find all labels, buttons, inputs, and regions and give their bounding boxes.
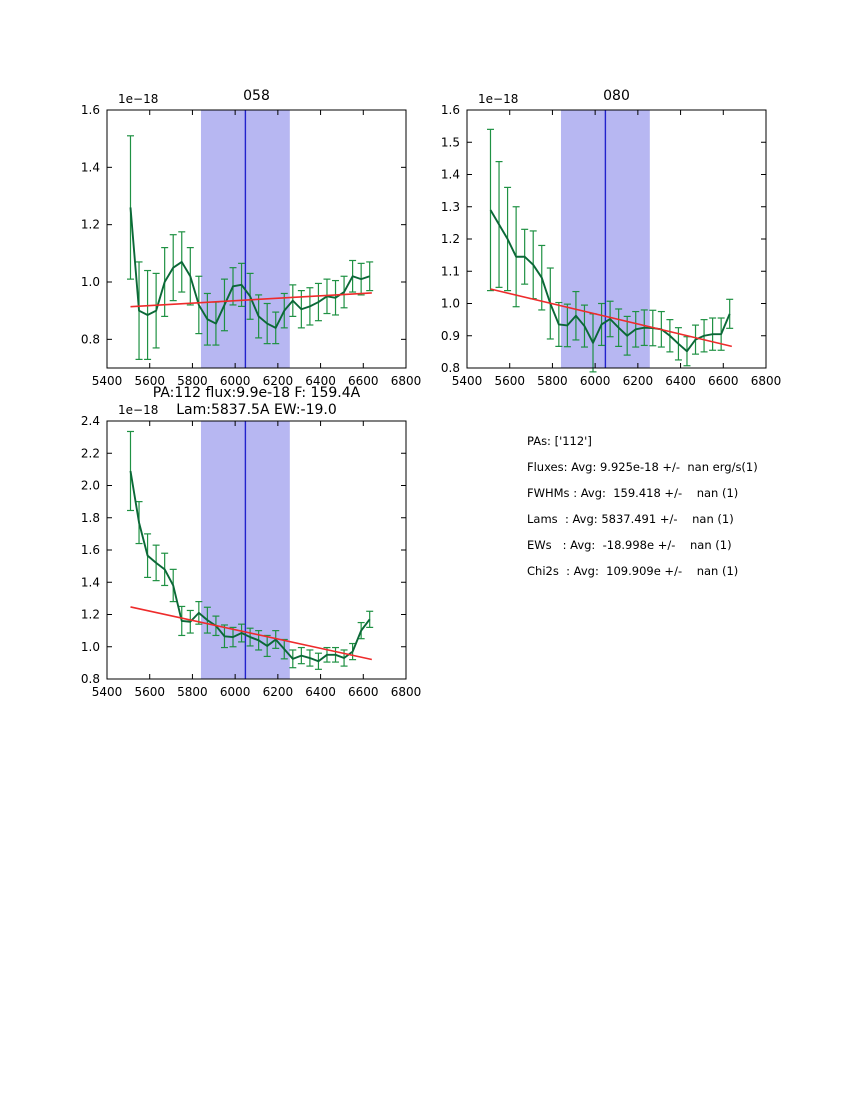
x-tick-label: 6400 bbox=[665, 374, 696, 388]
y-tick-label: 1.6 bbox=[80, 543, 100, 557]
x-tick-label: 5800 bbox=[177, 685, 208, 699]
x-tick-label: 5400 bbox=[91, 685, 123, 699]
y-tick-label: 0.9 bbox=[440, 328, 460, 343]
y-tick-label: 0.8 bbox=[440, 361, 460, 375]
y-tick-label: 1.4 bbox=[80, 160, 100, 175]
y-tick-label: 1.0 bbox=[80, 275, 100, 289]
stats-line-chi2s: Chi2s : Avg: 109.909e +/- nan (1) bbox=[527, 563, 739, 578]
chart-title: PA:112 flux:9.9e-18 F: 159.4A bbox=[152, 385, 361, 401]
y-tick-label: 1.6 bbox=[80, 103, 100, 117]
x-tick-label: 6000 bbox=[219, 374, 251, 388]
x-tick-label: 6600 bbox=[708, 374, 739, 388]
x-tick-label: 5600 bbox=[134, 374, 165, 388]
y-tick-label: 2.4 bbox=[80, 414, 100, 428]
x-tick-label: 5600 bbox=[134, 685, 165, 699]
stats-panel bbox=[527, 429, 758, 584]
y-tick-label: 1.3 bbox=[440, 199, 460, 214]
stats-line-pas: PAs: ['112'] bbox=[527, 434, 592, 448]
chart-svg-stack bbox=[45, 385, 428, 721]
y-tick-label: 1.4 bbox=[80, 575, 100, 590]
x-tick-label: 6000 bbox=[579, 374, 611, 388]
chart-title: 080 bbox=[603, 88, 630, 104]
y-offset-label: 1e−18 bbox=[478, 92, 519, 106]
y-tick-label: 1.4 bbox=[440, 167, 460, 182]
chart-058 bbox=[45, 74, 428, 410]
y-offset-label: 1e−18 bbox=[118, 92, 159, 106]
y-tick-label: 0.8 bbox=[80, 672, 100, 686]
chart-title: Lam:5837.5A EW:-19.0 bbox=[176, 402, 337, 418]
x-tick-label: 6400 bbox=[305, 685, 336, 699]
x-tick-label: 6400 bbox=[305, 374, 336, 388]
y-tick-label: 1.1 bbox=[440, 264, 460, 279]
y-tick-label: 1.2 bbox=[80, 607, 100, 622]
x-tick-label: 5800 bbox=[537, 374, 568, 388]
x-tick-label: 5800 bbox=[177, 374, 208, 388]
x-tick-label: 5400 bbox=[451, 374, 483, 388]
y-tick-label: 0.8 bbox=[80, 332, 100, 347]
y-offset-label: 1e−18 bbox=[118, 403, 159, 417]
x-tick-label: 6200 bbox=[622, 374, 654, 388]
stats-line-ews: EWs : Avg: -18.998e +/- nan (1) bbox=[527, 537, 732, 552]
y-tick-label: 2.2 bbox=[80, 446, 100, 461]
y-tick-label: 1.2 bbox=[80, 217, 100, 232]
y-tick-label: 1.6 bbox=[440, 103, 460, 117]
chart-title: 058 bbox=[243, 88, 270, 104]
x-tick-label: 5400 bbox=[91, 374, 123, 388]
y-tick-label: 1.8 bbox=[80, 510, 100, 525]
x-tick-label: 6800 bbox=[390, 374, 422, 388]
x-tick-label: 6200 bbox=[262, 685, 294, 699]
x-tick-label: 6000 bbox=[219, 685, 251, 699]
stats-line-fluxes: Fluxes: Avg: 9.925e-18 +/- nan erg/s(1) bbox=[527, 459, 758, 474]
y-tick-label: 1.5 bbox=[440, 135, 460, 150]
stats-line-fwhms: FWHMs : Avg: 159.418 +/- nan (1) bbox=[527, 485, 739, 500]
x-tick-label: 6600 bbox=[348, 374, 379, 388]
y-tick-label: 1.0 bbox=[80, 639, 100, 654]
x-tick-label: 5600 bbox=[494, 374, 525, 388]
chart-stack bbox=[45, 385, 428, 721]
y-tick-label: 1.2 bbox=[440, 232, 460, 246]
x-tick-label: 6200 bbox=[262, 374, 294, 388]
stats-line-lams: Lams : Avg: 5837.491 +/- nan (1) bbox=[527, 511, 734, 526]
chart-svg-058 bbox=[45, 74, 428, 410]
x-tick-label: 6800 bbox=[390, 685, 422, 699]
y-tick-label: 2.0 bbox=[80, 478, 100, 493]
x-tick-label: 6600 bbox=[348, 685, 379, 699]
y-tick-label: 1.0 bbox=[440, 296, 460, 311]
chart-svg-080 bbox=[405, 74, 788, 410]
x-tick-label: 6800 bbox=[750, 374, 782, 388]
chart-080 bbox=[405, 74, 788, 410]
